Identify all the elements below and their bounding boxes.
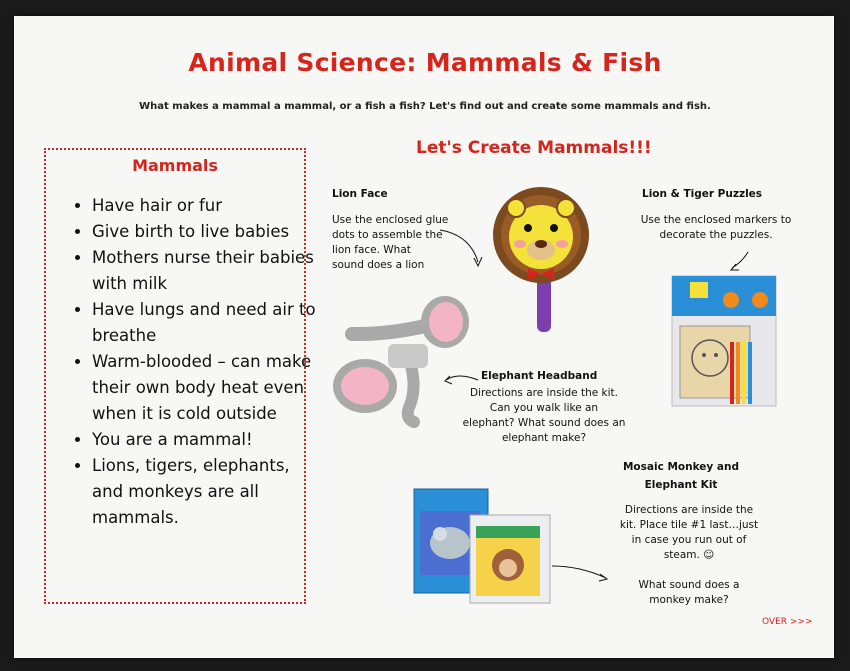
mosaic-label: Mosaic Monkey and Elephant Kit [622,461,739,491]
fact-item: • You are a mammal! [92,427,320,453]
elephant-label: Elephant Headband [481,370,598,382]
mammals-heading: Mammals [132,156,218,175]
elephant-text: Directions are inside the kit. Can you walk like an elephant? What sound does an elephant make? [462,387,626,444]
create-heading: Let's Create Mammals!!! [416,138,652,158]
page-title: Animal Science: Mammals & Fish [188,48,662,77]
fact-item: • Warm-blooded – can make their own body heat even when it is cold outside [92,349,320,427]
puzzles-text: Use the enclosed markers to decorate the puzzles. [640,214,792,241]
lion-face-craft-image [493,187,589,332]
over-link[interactable]: OVER >>> [762,617,813,627]
elephant-arrow-icon [446,376,478,380]
fact-item: • Give birth to live babies [92,219,320,245]
puzzles-label: Lion & Tiger Puzzles [642,188,763,200]
lion-arrow-icon [440,230,478,262]
mosaic-arrow-icon [552,566,606,578]
mosaic-kit-image [414,489,550,603]
page-subtitle: What makes a mammal a mammal, or a fish a fish? Let's find out and create some mammals and fish. [139,101,711,112]
fact-item: • Have lungs and need air to breathe [92,297,320,349]
fact-item: • Mothers nurse their babies with milk [92,245,320,297]
puzzle-pack-image [672,276,776,406]
elephant-headband-image [333,296,469,422]
puzzle-arrowhead-icon [731,264,739,270]
lion-face-text: Use the enclosed glue dots to assemble the lion face. What sound does a lion [332,214,449,271]
lion-face-label: Lion Face [332,188,388,200]
mosaic-text: Directions are inside the kit. Place tile #1 last…just in case you run out of steam. ☺ [619,504,759,561]
fact-item: • Have hair or fur [92,193,320,219]
fact-item: • Lions, tigers, elephants, and monkeys are all mammals. [92,453,320,531]
mosaic-question: What sound does a monkey make? [638,579,740,606]
